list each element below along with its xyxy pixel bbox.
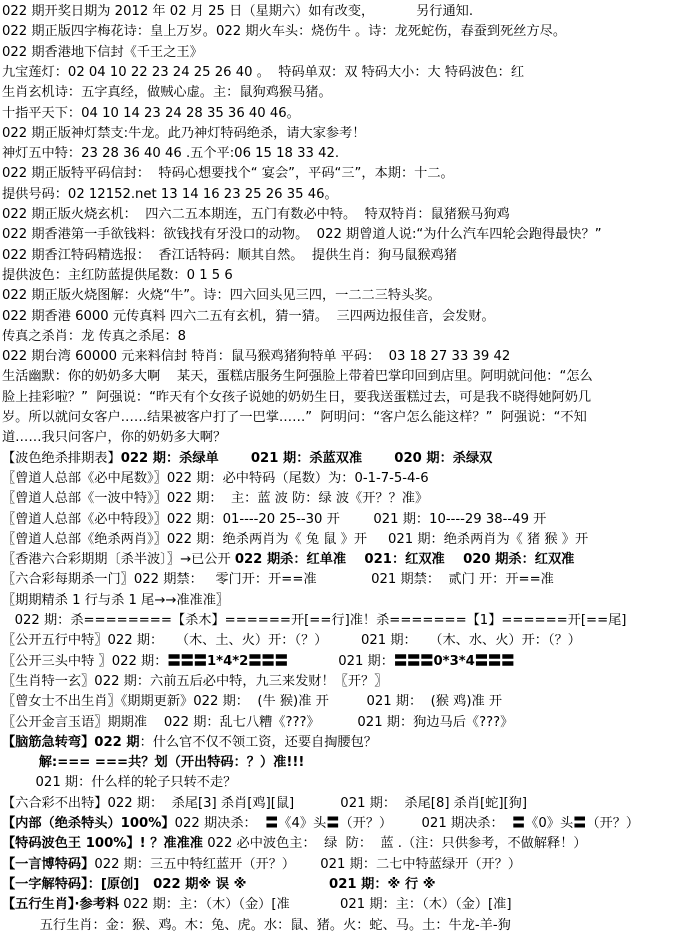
text-line [0,124,688,144]
text-segment: 提供号码：02 12152.net 13 14 16 23 25 26 35 46。 [2,186,338,202]
text-line [0,2,688,22]
text-line [0,307,688,327]
text-line [0,266,688,286]
text-segment: 九宝莲灯：02 04 10 22 23 24 25 26 40 。 特码单双：双 特码大小：大 特码波色：红 [2,64,525,80]
text-segment: 【一字解特码】：[原创] 022 期※ 误 ※ 021 期：※ 行 ※ [2,876,436,892]
text-segment: 【一言博特码】 [2,856,95,872]
text-line [0,327,688,347]
text-line [0,449,688,469]
text-line [0,895,688,915]
text-segment: 生活幽默：你的奶奶多大啊 某天，蛋糕店服务生阿强脸上带着巴掌印回到店里。阿明就问他：“怎么 [2,369,593,385]
text-line [0,347,688,367]
text-line [0,63,688,83]
text-segment: 022 期香港第一手欲钱料：欲钱找有牙没口的动物。 022 期曾道人说:“为什么汽车四轮会跑得最快？” [2,227,602,243]
text-segment: 道……我只问客户，你的奶奶多大啊？ [2,430,227,446]
text-line [0,875,688,895]
text-segment: 〖曾道人总部《绝杀两肖》〗022 期：绝杀两肖为《 兔 鼠 》开 021 期：绝杀两肖为《 猪 猴 》开 [2,531,589,547]
text-segment: 022 必中波色主： 绿 防： 蓝 .（注：只供参考，不做解释！） [203,836,587,852]
text-line [0,104,688,124]
text-line [0,185,688,205]
text-segment: ：什么官不仅不领工资，还要自掏腰包？ [139,734,377,750]
text-segment: 022 期正版火烧图解：火烧“牛”。诗：四六回头见三四，一二二三特头奖。 [2,288,441,304]
text-segment: 解:=== ===共？划（开出特码：？）准!!! [2,755,305,771]
text-segment: 022 期：杀========【杀木】======开[==行]准！杀=======【1】======开[==尾] [2,613,627,628]
text-segment: 〖六合彩每期杀一门〗022 期禁： 零门开：开==准 021 期禁： 贰门 开：开==准 [2,572,554,588]
text-segment: 022 期：主：（木）（金）[准 021 期：主：（木）（金）[准] [119,897,512,913]
text-line [0,367,688,387]
text-line [0,205,688,225]
text-segment: 【五行生肖】 [2,897,75,913]
text-line [0,814,688,834]
text-line [0,753,688,773]
text-segment: 〖生肖特一玄〗022 期：六前五后必中特，九三来发财！〖开？〗 [2,673,388,689]
text-segment: 岁。所以就问女客户……结果被客户打了一巴掌……” 阿明问：“客户怎么能这样？” 阿强说：“不知 [2,410,587,425]
text-line [0,692,688,712]
text-segment: 〖公开三头中特 〗022 期： [2,653,168,669]
text-line [0,83,688,103]
text-segment: 022 期：三五中特红蓝开（开？） 021 期：二七中特蓝绿开（开？） [94,856,522,872]
text-line [0,388,688,408]
text-segment: 提供波色：主红防蓝提供尾数：0 1 5 6 [2,267,233,283]
text-segment: 〖曾女士不出生肖〗《期期更新》022 期： (牛 猴)准 开 021 期： (猴 鸡)准 开 [2,694,503,710]
text-segment: 〓〓〓1*4*2〓〓〓 [167,653,288,669]
text-segment: 传真之杀肖：龙 传真之杀尾：8 [2,328,187,344]
text-line [0,713,688,733]
text-segment: 022 期香港地下信封《千王之王》 [2,44,203,60]
text-line [0,164,688,184]
text-segment: ·参考料 [74,897,120,913]
text-segment: 【六合彩不出特】022 期： 杀尾[3] 杀肖[鸡][鼠] 021 期： 杀尾[8] 杀肖[蛇][狗] [2,795,528,811]
text-segment: 十指平天下：04 10 14 23 24 28 35 36 40 46。 [2,105,300,121]
text-segment: 022 期香江特码精选报： 香江话特码：顺其自然。 提供生肖：狗马鼠猴鸡猪 [2,247,457,263]
text-line [0,550,688,570]
text-line [0,733,688,753]
text-line [0,773,688,793]
text-segment: 022 期决杀： 〓《4》头〓（开？） 021 期决杀： 〓《0》头〓（开？） [174,816,640,831]
text-segment: 022 期杀：红单准 021：红双准 020 期杀：红双准 [234,552,575,568]
text-segment: 022 期正版特平码信封： 特码心想要找个“ 宴会”，平码“三”，本期：十二。 [2,166,454,182]
text-segment: 〖香港六合彩期期〔杀半波〕〗→已公开 [2,552,235,568]
text-segment: 022 期正版神灯禁支:牛龙。此乃神灯特码绝杀，请大家参考！ [2,125,366,141]
text-segment: 神灯五中特：23 28 36 40 46 .五个平:06 15 18 33 42. [2,146,340,162]
text-line [0,530,688,550]
text-segment: 〖期期精杀 1 行与杀 1 尾→→准准准〗 [2,592,230,608]
text-line [0,916,688,936]
text-segment: 〖曾道人总部《必中特段》〗022 期：01----20 25--30 开 021 期：10----29 38--49 开 [2,511,547,527]
text-line [0,428,688,448]
text-segment: 脸上挂彩啦？” 阿强说：“昨天有个女孩子说她的奶奶生日，要我送蛋糕过去，可是我不晓得她阿奶几 [2,389,592,405]
text-segment: 022 期：杀绿单 021 期：杀蓝双准 020 期：杀绿双 [120,450,493,466]
text-line [0,489,688,509]
text-segment: 022 期正版四字梅花诗：皇上万岁。022 期火车头：烧伤牛 。诗：龙死蛇伤，春蚕到死丝方尽。 [2,24,567,40]
text-line [0,469,688,489]
text-segment: 021 期： [287,653,394,669]
text-segment: 〓〓〓0*3*4〓〓〓 [393,653,515,669]
text-line [0,631,688,651]
text-segment: 022 期开奖日期为 2012 年 02 月 25 日（星期六）如有改变， 另行通知. [2,4,474,19]
text-segment: 【波色绝杀排期表】 [2,450,121,466]
text-line [0,611,688,631]
text-line [0,652,688,672]
text-line [0,225,688,245]
text-line [0,591,688,611]
text-segment: 生肖玄机诗：五字真经，做贼心虚。主：鼠狗鸡猴马猪。 [2,85,332,101]
text-line [0,22,688,42]
text-segment: 【脑筋急转弯】022 期 [2,734,140,750]
text-segment: 〖公开五行中特〗022 期： （木、土、火）开：（？） 021 期： （木、水、火）开：（？） [2,633,581,649]
text-segment: 022 期台湾 60000 元来料信封 特肖：鼠马猴鸡猪狗特单 平码： 03 18 27 33 39 42 [2,349,511,365]
text-line [0,144,688,164]
text-segment: 021 期：什么样的轮子只转不走？ [2,775,237,791]
text-line [0,510,688,530]
text-line [0,672,688,692]
text-line [0,855,688,875]
text-segment: 022 期香港 6000 元传真料 四六二五有玄机，猜一猜。 三四两边报佳音，会发财。 [2,308,495,324]
text-line [0,794,688,814]
text-line [0,408,688,428]
text-segment: 〖曾道人总部《必中尾数》〗022 期：必中特码（尾数）为：0-1-7-5-4-6 [2,470,429,486]
text-segment: 〖曾道人总部《一波中特》〗022 期： 主：蓝 波 防：绿 波《开？？准》 [2,491,429,507]
text-segment: 〖公开金言玉语〗期期准 022 期：乱七八糟《???》 021 期：狗边马后《???》 [2,714,514,730]
text-segment: 022 期正版火烧玄机： 四六二五本期连，五门有数必中特。 特双特肖：鼠猪猴马狗鸡 [2,207,510,222]
text-line [0,570,688,590]
text-line [0,286,688,306]
text-line [0,246,688,266]
text-segment: 【特码波色王 100%】! ？准准准 [2,836,203,852]
text-segment: 五行生肖：金：猴、鸡。木：兔、虎。水：鼠、猪。火：蛇、马。土：牛龙-羊-狗 [2,917,511,933]
text-line [0,43,688,63]
text-line [0,834,688,854]
text-segment: 【内部（绝杀特头）100%】 [2,816,175,831]
